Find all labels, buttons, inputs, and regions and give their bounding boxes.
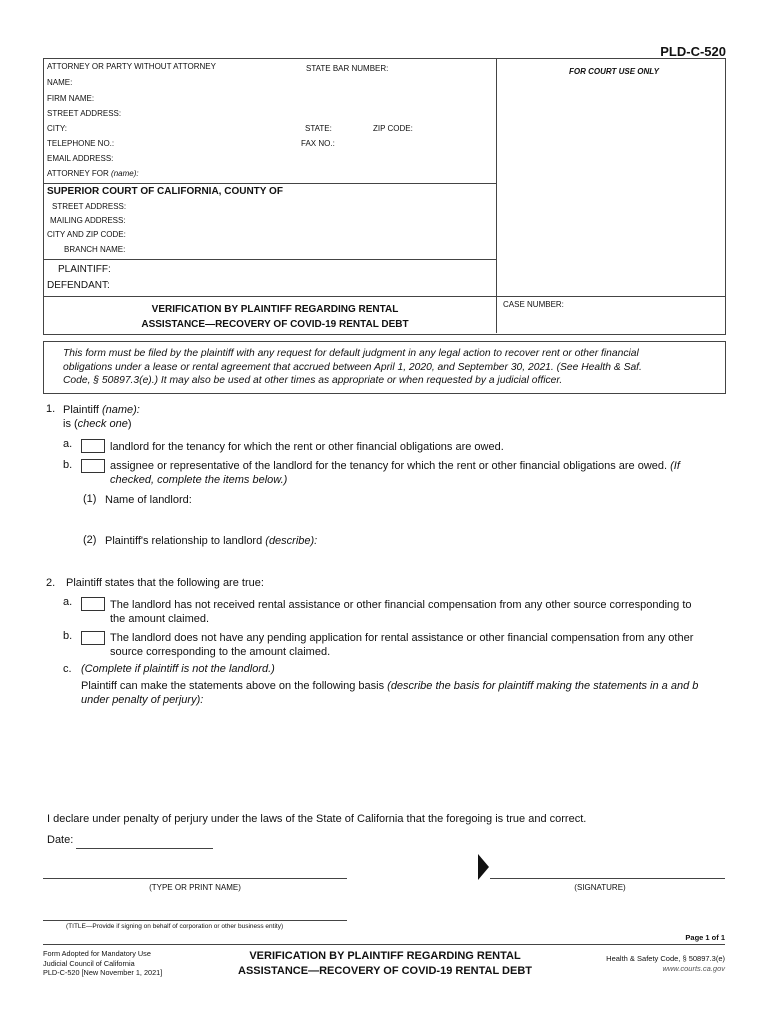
item2-c-hint: (Complete if plaintiff is not the landlord.) bbox=[81, 663, 275, 675]
date-label: Date: bbox=[47, 834, 74, 846]
footer-rule bbox=[43, 944, 725, 945]
item2-label: Plaintiff states that the following are true: bbox=[66, 577, 264, 589]
footer-adopted: Form Adopted for Mandatory Use Judicial Council of California PLD-C-520 [New November 1, 2021] bbox=[43, 949, 163, 977]
date-field[interactable] bbox=[76, 848, 213, 849]
form-id: PLD-C-520 bbox=[660, 44, 726, 59]
courts-link[interactable]: www.courts.ca.gov bbox=[662, 964, 725, 973]
landlord-name-field[interactable]: Name of landlord: bbox=[105, 494, 192, 506]
item2-a-letter: a. bbox=[63, 596, 73, 608]
court-city-zip-field[interactable]: CITY AND ZIP CODE: bbox=[47, 230, 126, 239]
item1-plaintiff-name[interactable]: Plaintiff (name): bbox=[63, 404, 140, 416]
state-field[interactable]: STATE: bbox=[305, 124, 332, 133]
email-field[interactable]: EMAIL ADDRESS: bbox=[47, 154, 114, 163]
caption-divider bbox=[496, 58, 497, 333]
zip-field[interactable]: ZIP CODE: bbox=[373, 124, 413, 133]
plaintiff-field[interactable]: PLAINTIFF: bbox=[58, 264, 111, 275]
item2-c-letter: c. bbox=[63, 663, 72, 675]
form-title: VERIFICATION BY PLAINTIFF REGARDING RENTAL ASSISTANCE—RECOVERY OF COVID-19 RENTAL DEBT bbox=[141, 304, 409, 330]
item2-a-checkbox[interactable] bbox=[81, 597, 105, 611]
item1-b-checkbox[interactable] bbox=[81, 459, 105, 473]
item2-b-checkbox[interactable] bbox=[81, 631, 105, 645]
declaration-text: I declare under penalty of perjury under the laws of the State of California that the foregoing is true and correct. bbox=[47, 813, 587, 825]
item1-a-letter: a. bbox=[63, 438, 73, 450]
item1-number: 1. bbox=[46, 403, 56, 415]
court-use-label: FOR COURT USE ONLY bbox=[569, 67, 659, 76]
firm-name-field[interactable]: FIRM NAME: bbox=[47, 94, 95, 103]
item2-number: 2. bbox=[46, 577, 56, 589]
signature-line[interactable] bbox=[490, 878, 725, 879]
item1-b-letter: b. bbox=[63, 459, 73, 471]
title-line[interactable] bbox=[43, 920, 347, 921]
attorney-header: ATTORNEY OR PARTY WITHOUT ATTORNEY bbox=[47, 62, 216, 71]
item1-b-hint: checked, complete the items below.) bbox=[110, 474, 288, 486]
print-name-label: (TYPE OR PRINT NAME) bbox=[149, 883, 241, 892]
telephone-field[interactable]: TELEPHONE NO.: bbox=[47, 139, 115, 148]
state-bar-label[interactable]: STATE BAR NUMBER: bbox=[306, 64, 389, 73]
item2-b-letter: b. bbox=[63, 630, 73, 642]
attorney-for-field[interactable]: ATTORNEY FOR (name): bbox=[47, 169, 139, 178]
item2-b-text: The landlord does not have any pending application for rental assistance or other financial compensation from any other source corresponding to the amount claimed. bbox=[110, 632, 694, 658]
item1-is-check-one: is (check one) bbox=[63, 418, 132, 430]
print-name-line[interactable] bbox=[43, 878, 347, 879]
case-number-field[interactable]: CASE NUMBER: bbox=[503, 300, 564, 309]
footer-title: VERIFICATION BY PLAINTIFF REGARDING RENTAL ASSISTANCE—RECOVERY OF COVID-19 RENTAL DEBT bbox=[238, 950, 532, 977]
title-hint: (TITLE—Provide if signing on behalf of corporation or other business entity) bbox=[66, 923, 284, 930]
item1-sub1-num: (1) bbox=[83, 493, 97, 505]
item1-a-checkbox[interactable] bbox=[81, 439, 105, 453]
item2-a-text: The landlord has not received rental assistance or other financial compensation from any other source corresponding to the amount claimed. bbox=[110, 599, 692, 625]
city-field[interactable]: CITY: bbox=[47, 124, 68, 133]
street-address-field[interactable]: STREET ADDRESS: bbox=[47, 109, 122, 118]
signature-arrow-icon bbox=[478, 854, 489, 880]
page-number: Page 1 of 1 bbox=[685, 933, 725, 942]
item1-b-text: assignee or representative of the landlord for the tenancy for which the rent or other financial obligations are owed. (If bbox=[110, 460, 680, 472]
court-branch-field[interactable]: BRANCH NAME: bbox=[64, 245, 126, 254]
name-field[interactable]: NAME: bbox=[47, 78, 73, 87]
item1-a-text: landlord for the tenancy for which the rent or other financial obligations are owed. bbox=[110, 441, 504, 453]
defendant-field[interactable]: DEFENDANT: bbox=[47, 280, 110, 291]
relationship-field[interactable]: Plaintiff's relationship to landlord (describe): bbox=[105, 535, 318, 547]
fax-field[interactable]: FAX NO.: bbox=[301, 139, 335, 148]
court-street-field[interactable]: STREET ADDRESS: bbox=[52, 202, 127, 211]
footer-citation: Health & Safety Code, § 50897.3(e) www.courts.ca.gov bbox=[606, 954, 725, 973]
item2-c-basis[interactable]: Plaintiff can make the statements above on the following basis (describe the basis for plaintiff making the statements in a and b under penalty of perjury): bbox=[81, 680, 699, 706]
court-title[interactable]: SUPERIOR COURT OF CALIFORNIA, COUNTY OF bbox=[47, 186, 283, 197]
court-mailing-field[interactable]: MAILING ADDRESS: bbox=[50, 216, 126, 225]
item1-sub2-num: (2) bbox=[83, 534, 97, 546]
signature-label: (SIGNATURE) bbox=[574, 883, 626, 892]
notice-text: This form must be filed by the plaintiff with any request for default judgment in any legal action to recover rent or other financial obligations under a lease or rental agreement that accrued between April 1, 2020, and September 30, 2021. (See Health & Saf. Code, § 50897.3(e).) It may also be used at other times as appropriate or when requested by a judicial officer. bbox=[63, 348, 642, 386]
